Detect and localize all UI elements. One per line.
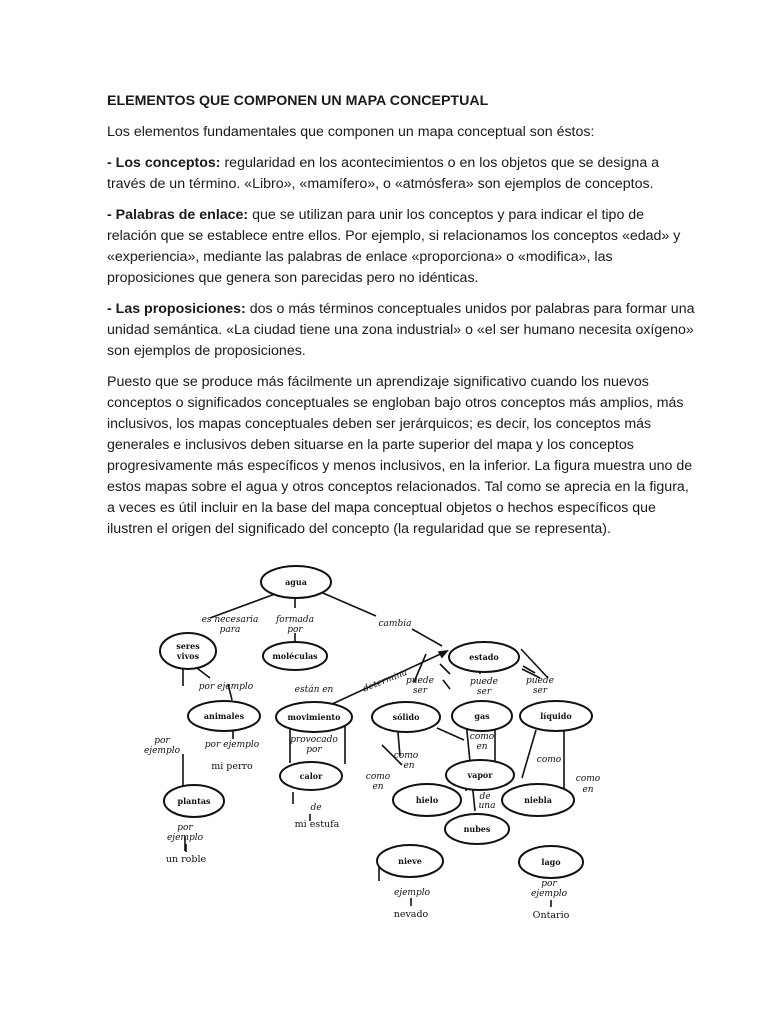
- link-label-por-ejemplo-perro: por ejemplo: [204, 740, 260, 750]
- example-nevado: nevado: [393, 909, 429, 920]
- link-label-en-gas: en: [476, 742, 488, 752]
- example-mi-perro: mi perro: [211, 761, 253, 772]
- node-label-nubes: nubes: [463, 824, 491, 834]
- example-ontario: Ontario: [532, 910, 570, 921]
- definition-concepts: [107, 153, 697, 195]
- node-label-animales: animales: [203, 711, 245, 721]
- definition-term: - Las proposiciones:: [107, 301, 246, 317]
- node-label-estado: estado: [469, 652, 499, 662]
- node-label-nieve: nieve: [398, 856, 422, 866]
- link-label-ser-1: ser: [412, 686, 428, 696]
- link-label-provocado: provocado: [290, 735, 338, 745]
- link-label-ejemplo-nevado: ejemplo: [393, 888, 431, 898]
- node-label-calor: calor: [299, 771, 323, 781]
- definition-text: regularidad en los acontecimientos o en los objetos que se designa a través de un término. «Libro», «mamífero», o «atmósfera» son ejemplos de conceptos.: [107, 155, 660, 192]
- example-mi-estufa: mi estufa: [294, 819, 340, 830]
- link-label-puede-1: puede: [406, 676, 434, 686]
- link-label-como-left: como: [365, 772, 391, 782]
- determina-arrowhead: [439, 651, 447, 657]
- link-label-por-ontario: por: [541, 879, 557, 889]
- definition-text: dos o más términos conceptuales unidos por palabras para formar una unidad semántica. «La ciudad tiene una zona industrial» o «el ser humano necesita oxígeno» son ejemplos de proposiciones.: [107, 301, 695, 359]
- link-label-por-provocado: por: [306, 745, 322, 755]
- node-label-moleculas: moléculas: [272, 651, 318, 661]
- link-label-puede-2: puede: [470, 677, 498, 687]
- definition-text: que se utilizan para unir los conceptos y para indicar el tipo de relación que se establece entre ellos. Por ejemplo, si relacionamos los conceptos «edad» y «experiencia», mediante las palabras de enlace «proporciona» o «modifica», las proposiciones que genera son parecidas pero no idénticas.: [107, 207, 681, 286]
- node-label-agua: agua: [285, 577, 307, 587]
- link-label-de-nubes: de: [479, 792, 491, 802]
- definition-propositions: [107, 299, 697, 362]
- link-label-ser-2: ser: [476, 687, 492, 697]
- link-label-ser-3: ser: [532, 686, 548, 696]
- node-label-movimiento: movimiento: [287, 712, 341, 722]
- link-label-por: por: [287, 625, 303, 635]
- link-label-ejemplo-plantas: ejemplo: [143, 746, 181, 756]
- link-label-ejemplo-roble: ejemplo: [166, 833, 204, 843]
- document-body: [107, 91, 697, 550]
- link-label-cambia: cambia: [378, 619, 412, 629]
- definition-term: - Palabras de enlace:: [107, 207, 249, 223]
- link-label-de-estufa: de: [310, 803, 322, 813]
- link-label-como-right: como: [575, 774, 601, 784]
- node-label-seres: seres: [176, 641, 200, 651]
- example-un-roble: un roble: [165, 854, 207, 865]
- link-label-es-necesaria: es necesaria: [201, 615, 259, 625]
- link-label-en-right: en: [582, 785, 594, 795]
- link-label-estan-en: están en: [294, 685, 334, 695]
- closing-paragraph: Puesto que se produce más fácilmente un aprendizaje significativo cuando los nuevos conceptos o significados conceptuales se engloban bajo otros conceptos más amplios, más inclusivos, los mapas conceptuales deben ser jerárquicos; es decir, los conceptos más generales e inclusivos deben situarse en la parte superior del mapa y los conceptos progresivamente más específicos y menos inclusivos, en la inferior. La figura muestra uno de estos mapas sobre el agua y otros conceptos relacionados. Tal como se aprecia en la figura, a veces es útil incluir en la base del mapa conceptual objetos o hechos específicos que ilustren el origen del significado del concepto (la regularidad que se representa).: [107, 374, 693, 537]
- definition-link-words: [107, 205, 697, 289]
- node-label-niebla: niebla: [524, 795, 552, 805]
- link-label-por-ejemplo-animales: por ejemplo: [198, 682, 254, 692]
- link-label-por-plantas: por: [154, 736, 170, 746]
- node-label-gas: gas: [474, 711, 490, 721]
- document-title: ELEMENTOS QUE COMPONEN UN MAPA CONCEPTUAL: [107, 93, 489, 109]
- link-label-como-gas: como: [469, 732, 495, 742]
- node-label-liquido: líquido: [540, 711, 572, 721]
- link-label-en-solido: en: [403, 761, 415, 771]
- node-label-vivos: vivos: [176, 651, 200, 661]
- concept-map-figure: [143, 556, 620, 926]
- node-label-hielo: hielo: [415, 795, 439, 805]
- link-label-formada: formada: [275, 615, 315, 625]
- link-label-una-nubes: una: [478, 801, 496, 811]
- definition-term: - Los conceptos:: [107, 155, 221, 171]
- link-label-ejemplo-ontario: ejemplo: [530, 889, 568, 899]
- link-label-por-roble: por: [177, 823, 193, 833]
- link-label-puede-3: puede: [526, 676, 554, 686]
- link-label-como-liquido: como: [536, 755, 562, 765]
- node-label-vapor: vapor: [467, 770, 493, 780]
- link-label-para: para: [219, 625, 241, 635]
- node-label-lago: lago: [541, 857, 561, 867]
- link-label-determina: determina: [361, 667, 409, 695]
- link-label-en-left: en: [372, 782, 384, 792]
- intro-paragraph: Los elementos fundamentales que componen un mapa conceptual son éstos:: [107, 124, 595, 140]
- node-label-plantas: plantas: [177, 796, 211, 806]
- node-label-solido: sólido: [392, 712, 420, 722]
- link-label-como-solido: como: [393, 751, 419, 761]
